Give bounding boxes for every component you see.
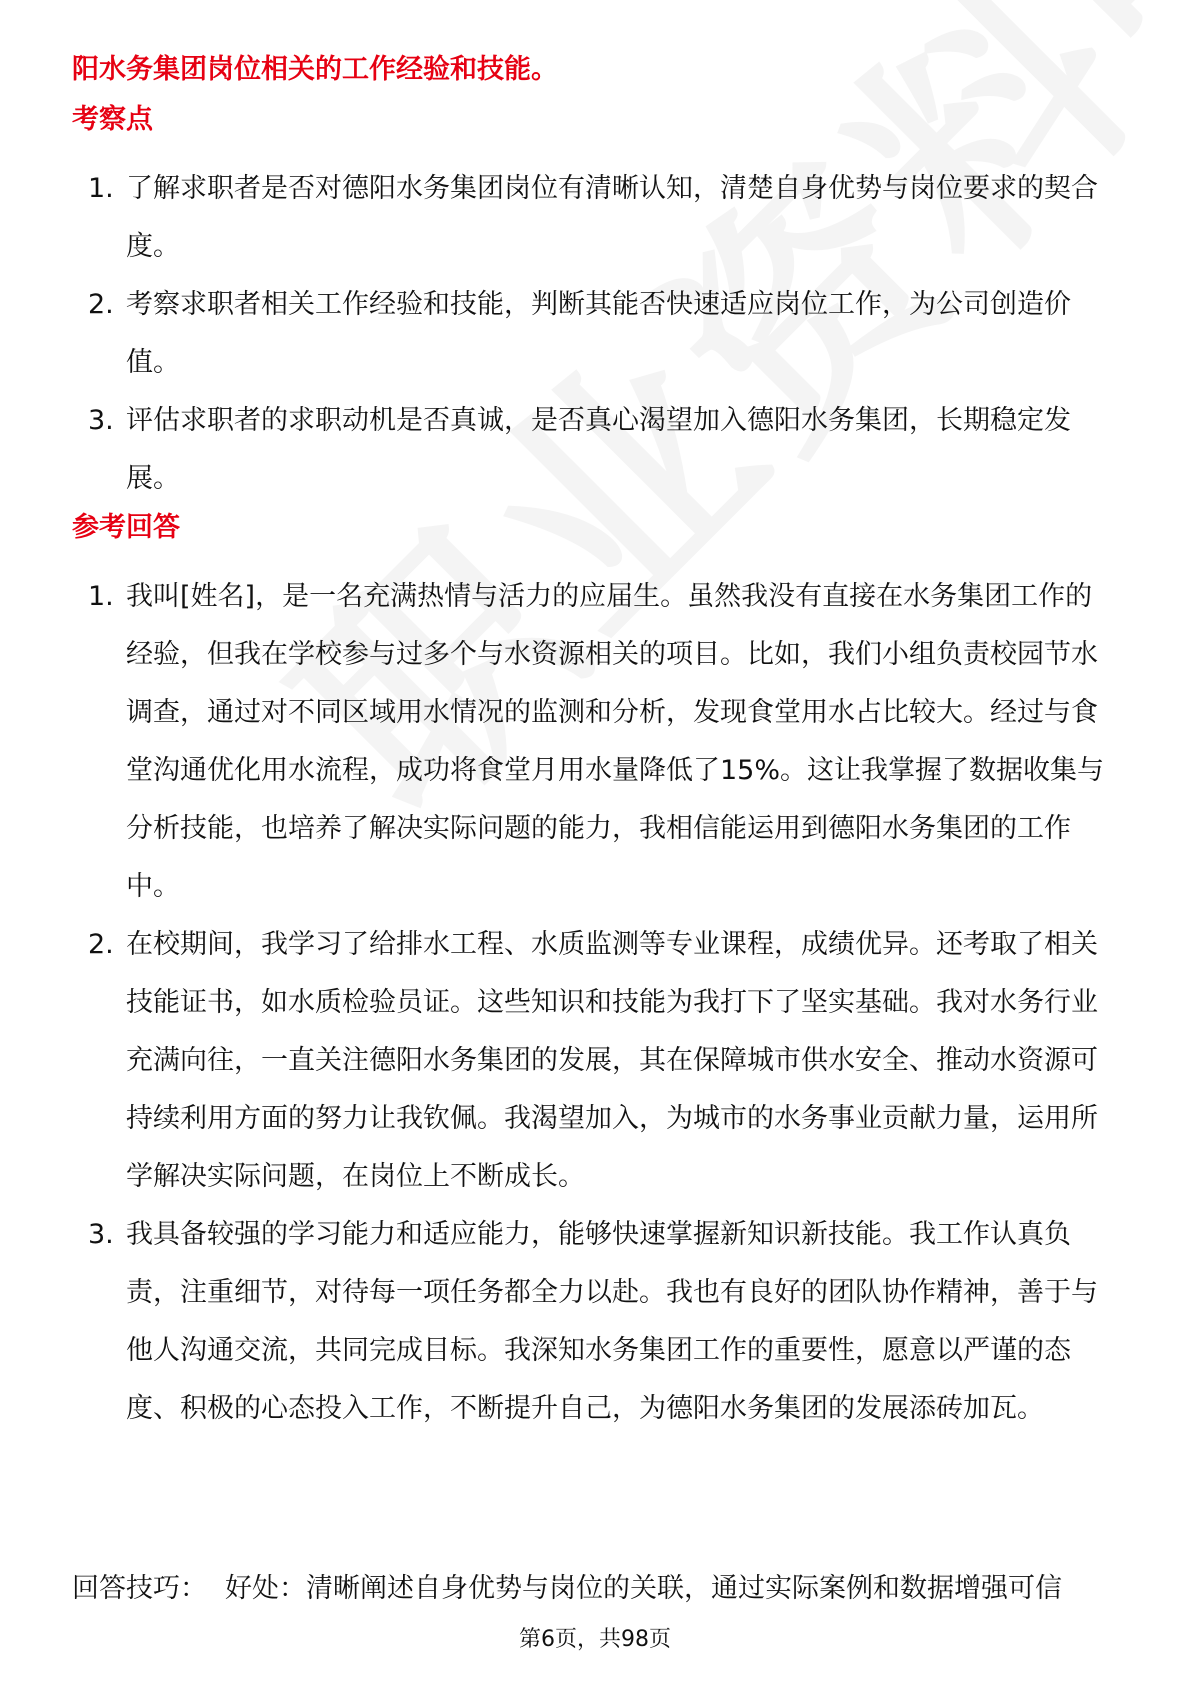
answer-tips-text: 好处：清晰阐述自身优势与岗位的关联，通过实际案例和数据增强可信 — [225, 1573, 1062, 1604]
list-item — [0, 1206, 1190, 1438]
list-item-text: 了解求职者是否对德阳水务集团岗位有清晰认知，清楚自身优势与岗位要求的契合度。 — [126, 173, 1098, 262]
list-item-number: 3. — [88, 405, 114, 436]
list-item-text: 我叫[姓名]，是一名充满热情与活力的应届生。虽然我没有直接在水务集团工作的经验，但我在学校参与过多个与水资源相关的项目。比如，我们小组负责校园节水调查，通过对不同区域用水情况的监测和分析，发现食堂用水占比较大。经过与食堂沟通优化用水流程，成功将食堂月用水量降低了15%。这让我掌握了数据收集与分析技能，也培养了解决实际问题的能力，我相信能运用到德阳水务集团的工作中。 — [126, 581, 1105, 902]
list-item — [0, 568, 1190, 916]
list-item-text: 考察求职者相关工作经验和技能，判断其能否快速适应岗位工作，为公司创造价值。 — [126, 289, 1071, 378]
list-item — [0, 392, 1190, 508]
intro-title: 阳水务集团岗位相关的工作经验和技能。 — [72, 54, 558, 85]
section-heading-kaochadian: 考察点 — [72, 104, 153, 135]
page-indicator: 第6页，共98页 — [519, 1627, 671, 1652]
kaochadian-list — [0, 160, 1190, 508]
list-item-number: 1. — [88, 581, 114, 612]
list-item-text: 在校期间，我学习了给排水工程、水质监测等专业课程，成绩优异。还考取了相关技能证书，如水质检验员证。这些知识和技能为我打下了坚实基础。我对水务行业充满向往，一直关注德阳水务集团的发展，其在保障城市供水安全、推动水资源可持续利用方面的努力让我钦佩。我渴望加入，为城市的水务事业贡献力量，运用所学解决实际问题，在岗位上不断成长。 — [126, 929, 1098, 1192]
list-item — [0, 276, 1190, 392]
list-item — [0, 916, 1190, 1206]
list-item-number: 2. — [88, 929, 114, 960]
list-item-text: 我具备较强的学习能力和适应能力，能够快速掌握新知识新技能。我工作认真负责，注重细节，对待每一项任务都全力以赴。我也有良好的团队协作精神，善于与他人沟通交流，共同完成目标。我深知水务集团工作的重要性，愿意以严谨的态度、积极的心态投入工作，不断提升自己，为德阳水务集团的发展添砖加瓦。 — [126, 1219, 1098, 1424]
cankaohuida-list — [0, 568, 1190, 1438]
list-item — [0, 160, 1190, 276]
list-item-number: 2. — [88, 289, 114, 320]
list-item-number: 1. — [88, 173, 114, 204]
answer-tips — [72, 1569, 1062, 1609]
answer-tips-label: 回答技巧： — [72, 1573, 207, 1604]
list-item-number: 3. — [88, 1219, 114, 1250]
section-heading-cankaohuida: 参考回答 — [72, 512, 180, 543]
list-item-text: 评估求职者的求职动机是否真诚，是否真心渴望加入德阳水务集团，长期稳定发展。 — [126, 405, 1071, 494]
